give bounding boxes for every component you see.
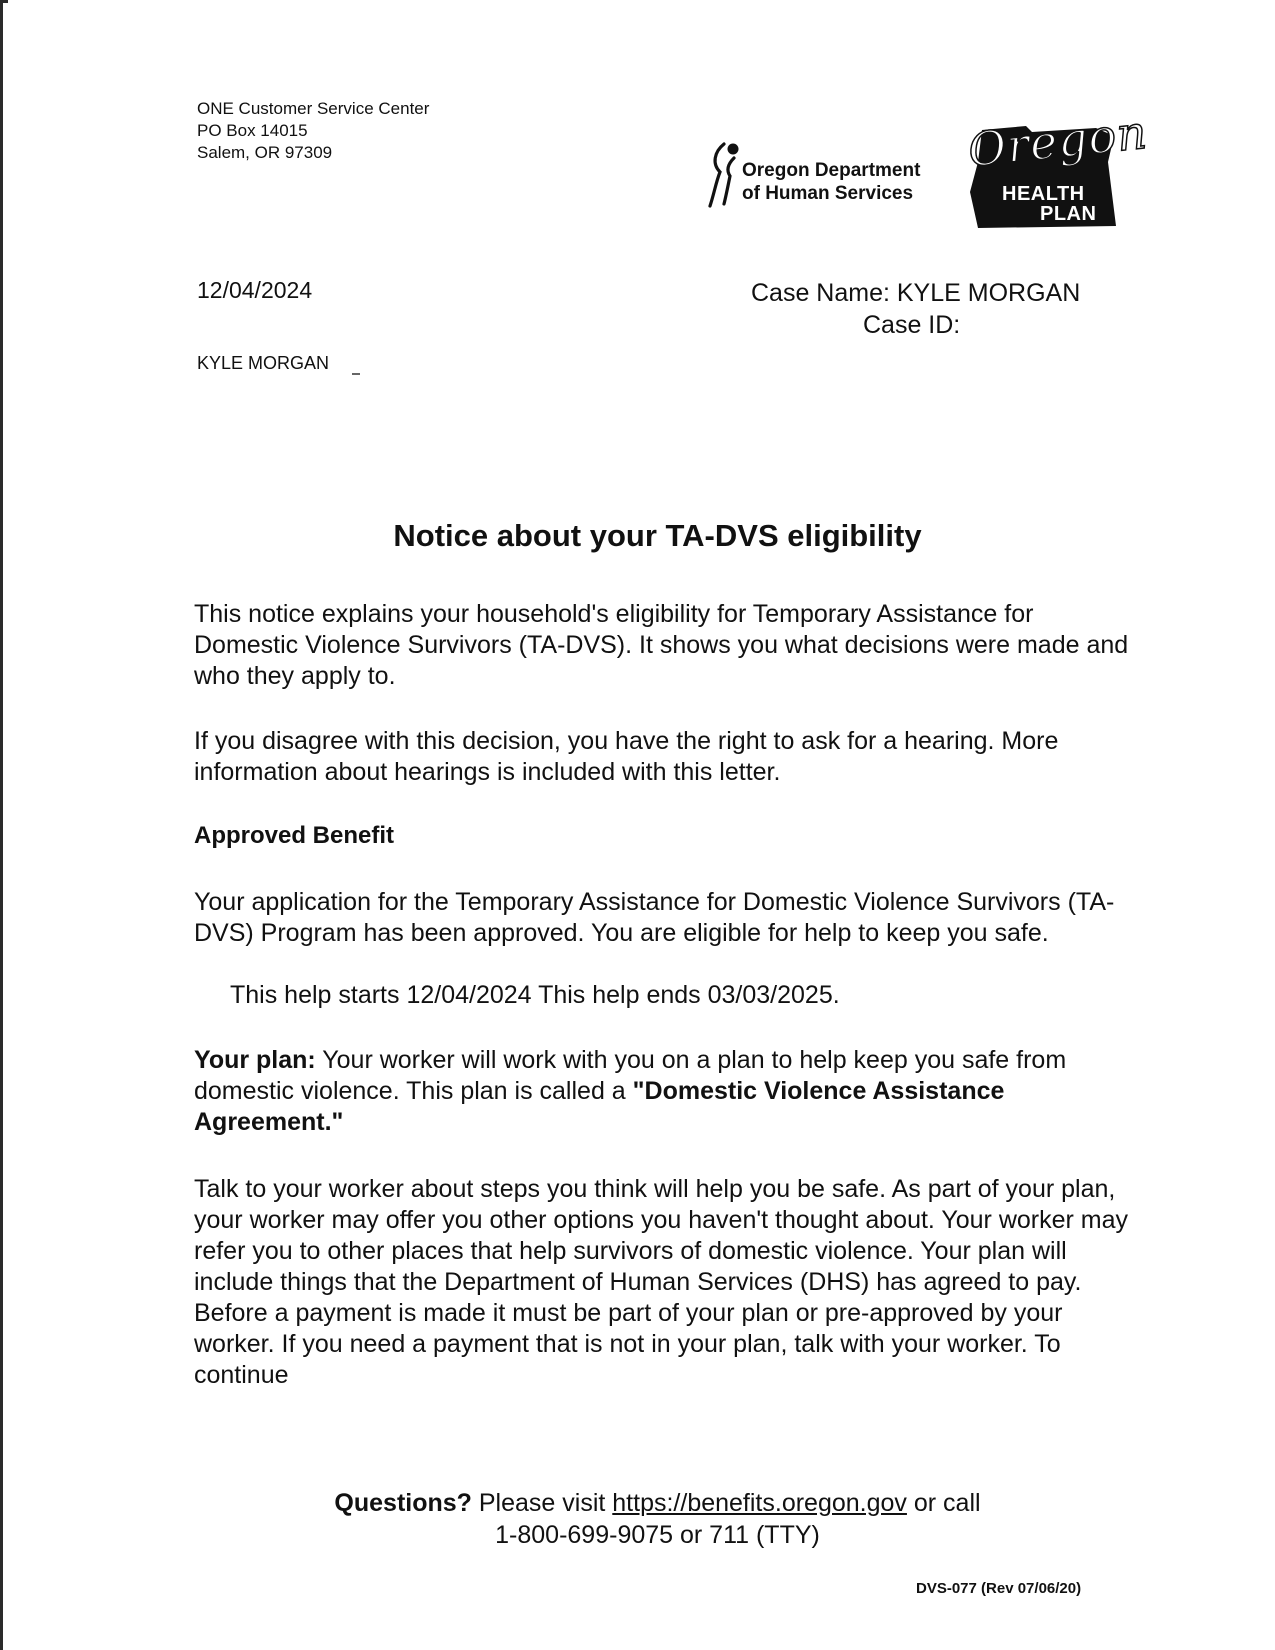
agreement-name: "Domestic Violence Assistance Agreement." (194, 1077, 1005, 1136)
ohp-plan-text: PLAN (1040, 203, 1097, 225)
person-figure-icon (706, 140, 746, 210)
ohp-health-text: HEALTH (1002, 183, 1085, 205)
ohp-script-word: Oregon (965, 104, 1151, 178)
dhs-logo-text (742, 159, 920, 205)
your-plan-label: Your plan: (194, 1046, 316, 1074)
visit-text: Please visit (471, 1489, 613, 1517)
hearing-paragraph: If you disagree with this decision, you have the right to ask for a hearing. More information about hearings is included with this letter. (194, 727, 1059, 786)
page-title: Notice about your TA-DVS eligibility (393, 518, 922, 553)
return-address-line2: PO Box 14015 (197, 121, 308, 140)
dhs-logo-line1: Oregon Department (742, 160, 921, 181)
intro-paragraph: This notice explains your household's eligibility for Temporary Assistance for Domestic Violence Survivors (TA-DVS). It shows you what decisions were made and who they apply to. (194, 600, 1129, 690)
letter-date: 12/04/2024 (197, 277, 313, 303)
return-address-line3: Salem, OR 97309 (197, 143, 333, 162)
questions-footer (0, 1487, 1275, 1551)
dhs-logo (706, 140, 946, 220)
return-address-line1: ONE Customer Service Center (197, 99, 430, 118)
approved-benefit-heading: Approved Benefit (194, 822, 395, 849)
benefits-link[interactable]: https://benefits.oregon.gov (612, 1489, 907, 1517)
scan-edge (0, 0, 3, 1650)
form-id: DVS-077 (Rev 07/06/20) (916, 1580, 1082, 1597)
oregon-health-plan-logo (965, 104, 1151, 230)
call-text: or call (906, 1489, 981, 1517)
dhs-logo-line2: of Human Services (742, 183, 914, 204)
recipient-name: KYLE MORGAN (197, 353, 330, 373)
scan-corner (0, 0, 8, 3)
case-id: Case ID: (863, 311, 961, 339)
your-plan-paragraph (194, 1045, 1129, 1138)
approval-paragraph: Your application for the Temporary Assistance for Domestic Violence Survivors (TA-DVS) Program has been approved. You are eligible for help to keep you safe. (194, 888, 1115, 947)
case-name: Case Name: KYLE MORGAN (751, 279, 1081, 307)
questions-label: Questions? (334, 1489, 472, 1517)
worker-paragraph: Talk to your worker about steps you think will help you be safe. As part of your plan, your worker may offer you other options you haven't thought about. Your worker may refer you to other places that help survivors of domestic violence. Your plan will include things that the Department of Human Services (DHS) has agreed to pay. Before a payment is made it must be part of your plan or pre-approved by your worker. If you need a payment that is not in your plan, talk with your worker. To continue (194, 1175, 1129, 1389)
help-dates: This help starts 12/04/2024 This help ends 03/03/2025. (230, 981, 840, 1009)
scan-mark (352, 373, 360, 375)
your-plan-text: Your worker will work with you on a plan to help keep you safe from domestic violence. This plan is called a (194, 1046, 1067, 1105)
return-address (197, 98, 429, 164)
phone-number: 1-800-699-9075 or 711 (TTY) (495, 1521, 820, 1549)
